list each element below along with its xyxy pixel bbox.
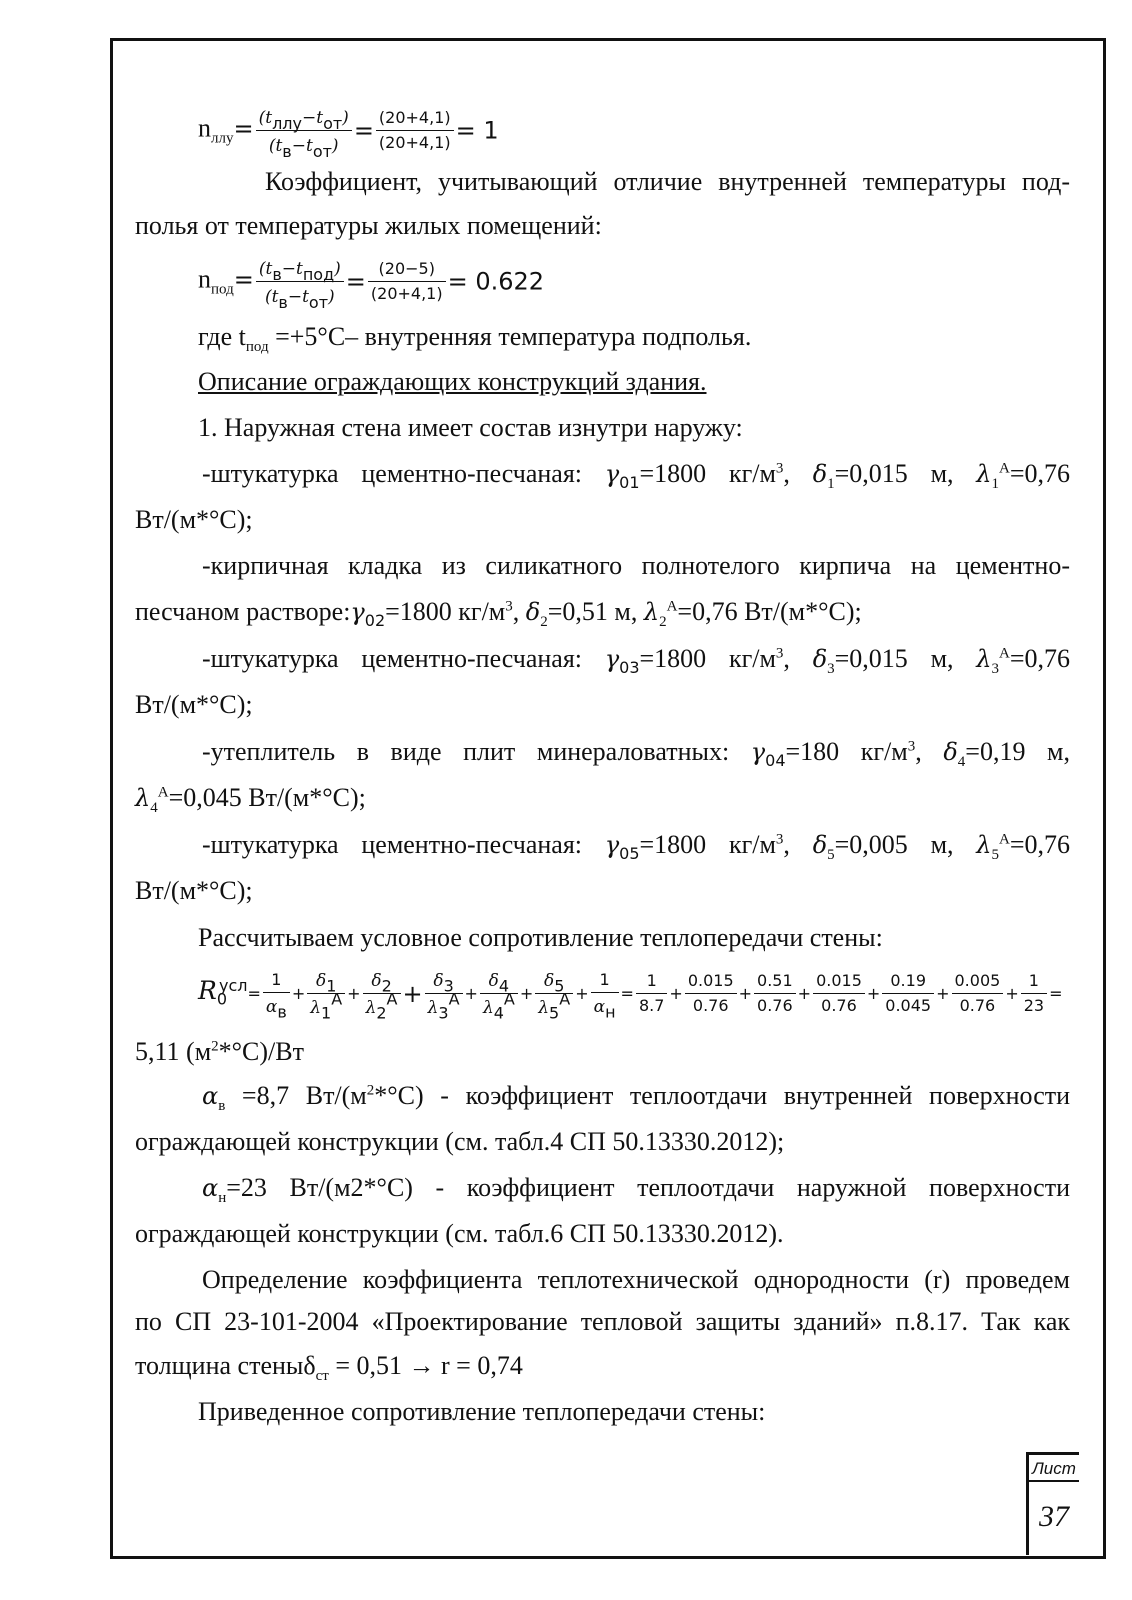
equals-sign: = xyxy=(345,267,366,296)
alpha-out-line1: $\alpha_н=23$ Вт/(м2*°С) - коэффициент теплоотдачи наружной поверхности xyxy=(202,1173,1070,1207)
reduced-resistance: Приведенное сопротивление теплопередачи стены: xyxy=(198,1397,766,1426)
fraction-temp: $\frac{(t_в-t_{под})}{(t_в-t_{от})}$ xyxy=(256,255,344,308)
n-subscript: под xyxy=(211,281,234,298)
layer-3-cont: Вт/(м*°С); xyxy=(135,690,253,719)
equals-sign: = xyxy=(233,114,254,143)
alpha-in-line2: ограждающей конструкции (см. табл.4 СП 50.13330.2012); xyxy=(135,1127,785,1156)
calc-intro: Рассчитываем условное сопротивление теплопередачи стены: xyxy=(198,923,883,952)
n-symbol: n xyxy=(198,264,211,294)
where-t-pod: где $t_{под} =+5^\circ С-$ внутренняя температура подполья. xyxy=(198,322,752,356)
sheet-box xyxy=(1026,1452,1079,1555)
n-symbol: n xyxy=(198,113,211,143)
sheet-label: Лист xyxy=(1029,1455,1079,1482)
layer-2-line1: -кирпичная кладка из силикатного полнотелого кирпича на цементно- xyxy=(202,551,1070,580)
paragraph-coefficient-line2: полья от температуры жилых помещений: xyxy=(135,211,602,240)
fraction-values: $\frac{(20+4,1)}{(20+4,1)}$ xyxy=(376,107,454,154)
equals-sign: = xyxy=(233,265,254,294)
layer-4: -утеплитель в виде плит минераловатных: $\gamma_{04}=180$ $кг/м^3$, $\delta_4=0,19$ м, xyxy=(202,737,1070,771)
layer-2-line2: песчаном $растворе:\gamma_{02}=1800$ $кг/м^3$, $\delta_2=0,51$ м, $\lambda_2^А=0,76$ Вт/(м*°С); xyxy=(135,597,862,631)
equals-sign: = xyxy=(353,116,374,145)
layer-1-cont: Вт/(м*°С); xyxy=(135,505,253,534)
wall-intro: 1. Наружная стена имеет состав изнутри наружу: xyxy=(198,413,743,442)
result-value: = 0.622 xyxy=(447,267,545,296)
section-title: Описание ограждающих конструкций здания. xyxy=(198,367,707,396)
formula-n-llu xyxy=(198,104,1132,162)
formula-n-pod xyxy=(198,255,1132,313)
r-def-line2: по СП 23-101-2004 «Проектирование тепловой защиты зданий» п.8.17. Так как xyxy=(135,1307,1070,1336)
layer-4-cont: $\lambda_4^А=0,045$ Вт/(м*°С); xyxy=(135,783,366,817)
layer-5-cont: Вт/(м*°С); xyxy=(135,876,253,905)
formula-R: $R_0^{усл}=$ $\frac{1}{\alpha_в}$ + $\frac{\delta_1}{\lambda_1^А}$ + $\frac{\delta_2}{\lambda_2^А}$ + $\frac{\delta_3}{\lambda_3^А}$ + $\frac{\delta_4}{\lambda_4^А}$ + $\frac{\delta_5}{\lambda_5^А}$ + $\frac{1}{\alpha_н}$ = $\frac{1}{8.7}$ + $\frac{0.015}{0.76}$ + $\frac{0.51}{0.76}$ + $\frac{0.015}{0.76}$ + $\frac{0.19}{0.045}$ + $\frac{0.005}{0.76}$ + $\frac{1}{23}$ = xyxy=(198,970,1063,1023)
result-value: = 1 xyxy=(455,116,499,145)
layer-5: -штукатурка цементно-песчаная: $\gamma_{05}=1800$ $кг/м^3$, $\delta_5=0,005$ м, $\lambda_5^А=0,76$ xyxy=(202,830,1071,864)
layer-3: -штукатурка цементно-песчаная: $\gamma_{03}=1800$ $кг/м^3$, $\delta_3=0,015$ м, $\lambda_3^А=0,76$ xyxy=(202,644,1071,678)
layer-1: -штукатурка цементно-песчаная: $\gamma_{01}=1800$ $кг/м^3$, $\delta_1=0,015$ м, $\lambda_1^А=0,76$ xyxy=(202,459,1071,493)
alpha-in-line1: $\alpha_в =8,7$ $Вт/(м^2*^\circ С)$ - коэффициент теплоотдачи внутренней поверхности xyxy=(202,1081,1071,1115)
r-def-line3: толщина стеныδ$_{ст}$ = 0,51 → r = 0,74 xyxy=(135,1351,523,1385)
r-def-line1: Определение коэффициента теплотехнической однородности (r) проведем xyxy=(202,1265,1070,1294)
alpha-out-line2: ограждающей конструкции (см. табл.6 СП 50.13330.2012). xyxy=(135,1219,784,1248)
n-subscript: ллу xyxy=(211,130,234,147)
paragraph-coefficient-line1: Коэффициент, учитывающий отличие внутренней температуры под- xyxy=(265,167,1070,196)
fraction-values: $\frac{(20-5)}{(20+4,1)}$ xyxy=(368,258,446,305)
sheet-number: 37 xyxy=(1039,1500,1069,1533)
R-result: 5,11 $(м^2*^\circ С)/Вт$ xyxy=(135,1037,304,1066)
fraction-temp: $\frac{(t_{ллу}-t_{от})}{(t_в-t_{от})}$ xyxy=(256,104,352,157)
